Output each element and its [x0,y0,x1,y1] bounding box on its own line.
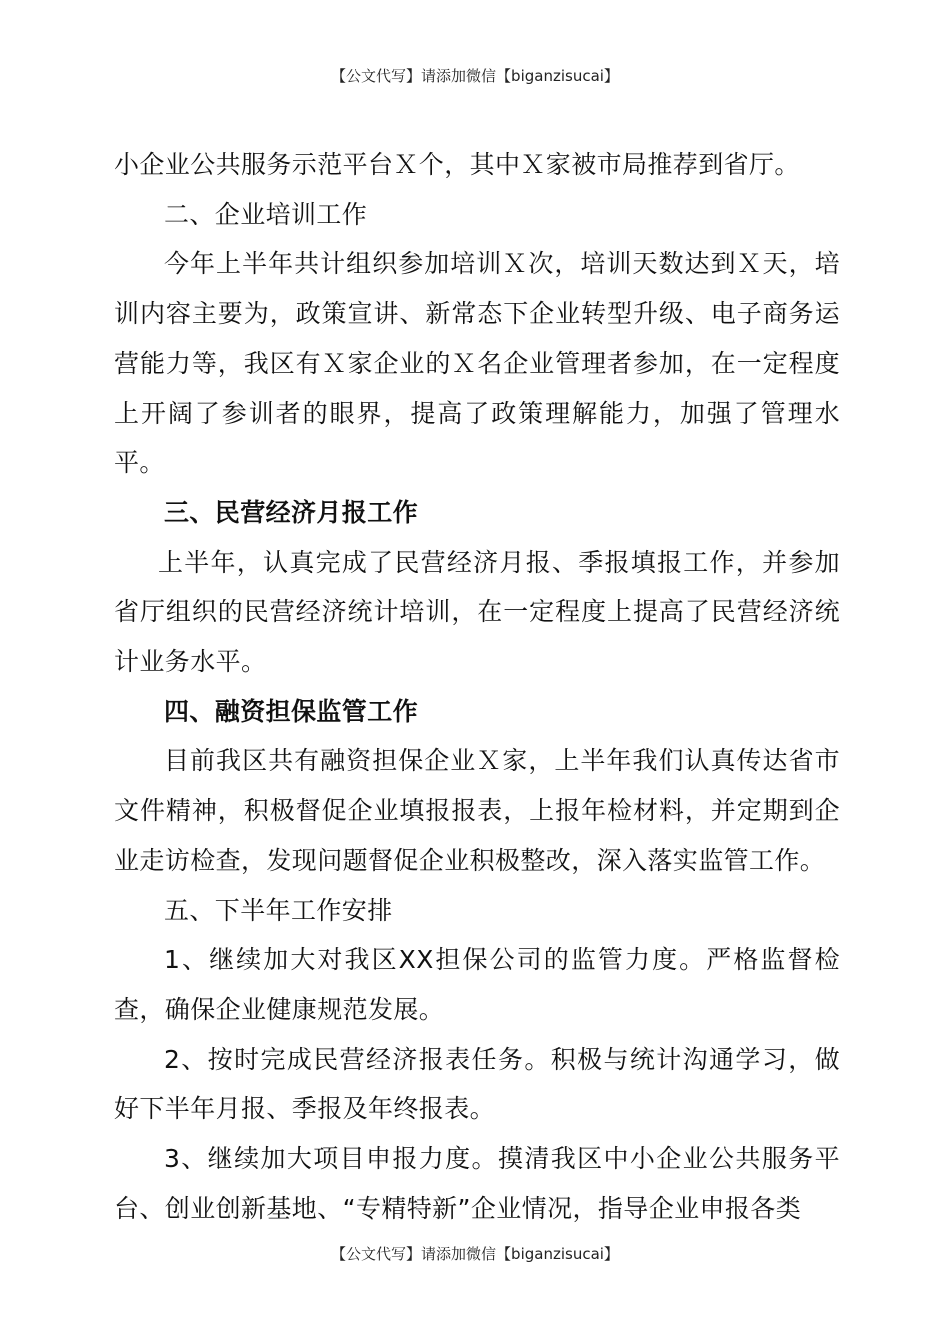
section-heading-financing-guarantee: 四、融资担保监管工作 [164,696,419,726]
page-header: 【公文代写】请添加微信【biganzisucai】 [331,67,619,85]
plan-item-1: 1、继续加大对我区XX担保公司的监管力度。严格监督检查，确保企业健康规范发展。 [114,945,840,1024]
paragraph-monthly-report: 上半年，认真完成了民营经济月报、季报填报工作，并参加省厅组织的民营经济统计培训，在一定程度上提高了民营经济统计业务水平。 [114,547,840,677]
paragraph-continuation: 小企业公共服务示范平台Ｘ个，其中Ｘ家被市局推荐到省厅。 [114,150,800,179]
section-heading-monthly-report: 三、民营经济月报工作 [164,497,419,527]
page-footer: 【公文代写】请添加微信【biganzisucai】 [331,1245,619,1263]
plan-item-2: 2、按时完成民营经济报表任务。积极与统计沟通学习，做好下半年月报、季报及年终报表。 [114,1044,840,1124]
paragraph-training: 今年上半年共计组织参加培训Ｘ次，培训天数达到Ｘ天，培训内容主要为，政策宣讲、新常态下企业转型升级、电子商务运营能力等，我区有Ｘ家企业的Ｘ名企业管理者参加，在一定程度上开阔了参训者的眼界，提高了政策理解能力，加强了管理水平。 [114,249,840,478]
paragraph-financing-guarantee: 目前我区共有融资担保企业Ｘ家，上半年我们认真传达省市文件精神，积极督促企业填报报表，上报年检材料，并定期到企业走访检查，发现问题督促企业积极整改，深入落实监管工作。 [114,746,840,875]
plan-item-3: 3、继续加大项目申报力度。摸清我区中小企业公共服务平台、创业创新基地、“专精特新”企业情况，指导企业申报各类 [114,1144,840,1223]
section-heading-training: 二、企业培训工作 [164,199,368,229]
document-body [114,140,840,1233]
section-heading-second-half-plan: 五、下半年工作安排 [164,895,393,925]
